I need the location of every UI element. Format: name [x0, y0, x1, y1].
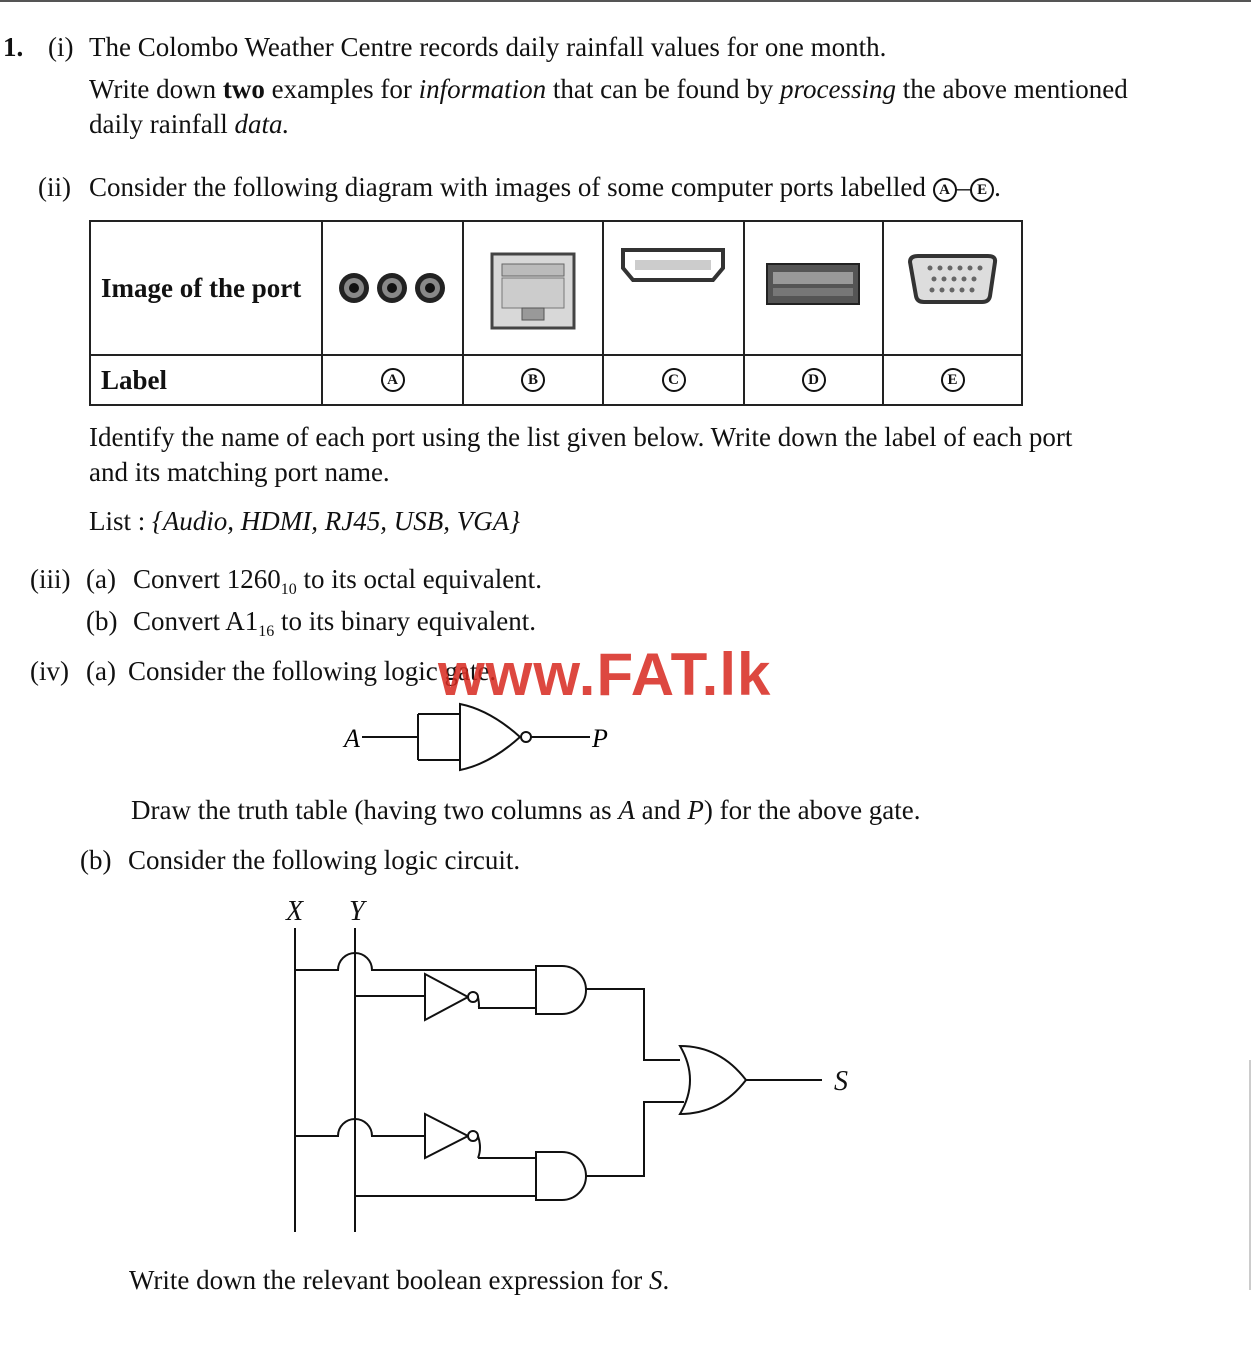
part-iii-a-label: (a): [86, 564, 116, 594]
port-image-e: [883, 221, 1022, 355]
circuit-input-y: Y: [349, 896, 365, 927]
watermark-logo: www.FAT.lk: [438, 641, 772, 708]
vga-port-icon: [884, 222, 1021, 354]
part-iii-b-label: (b): [86, 606, 118, 636]
part-i-label: (i): [48, 32, 74, 62]
ports-table: [89, 220, 1023, 406]
port-image-c: [603, 221, 744, 355]
top-rule: [0, 0, 1251, 2]
label-d: D: [744, 355, 883, 405]
label-b: B: [463, 355, 603, 405]
audio-port-icon: [323, 222, 462, 354]
part-i-line2: Write down two examples for information that can be found by processing the above mentioned: [89, 74, 1128, 104]
gate-input-label: A: [344, 724, 360, 753]
label-c: C: [603, 355, 744, 405]
part-iv-b-label: (b): [80, 845, 112, 875]
label-e: E: [883, 355, 1022, 405]
identify-line2: and its matching port name.: [89, 457, 390, 487]
part-iii-a-text: Convert $1260_{10}$ to its octal equivalent.: [133, 564, 542, 598]
identify-line1: Identify the name of each port using the list given below. Write down the label of each port: [89, 422, 1073, 452]
port-list: List : {Audio, HDMI, RJ45, USB, VGA}: [89, 506, 521, 536]
final-instruction: Write down the relevant boolean expression for S.: [129, 1265, 670, 1295]
gate-output-label: P: [592, 724, 608, 753]
part-iii-b-text: Convert $A1_{16}$ to its binary equivalent.: [133, 606, 536, 640]
draw-truth-table-text: Draw the truth table (having two columns as A and P) for the above gate.: [131, 795, 921, 825]
part-ii-label: (ii): [38, 172, 71, 202]
question-number: 1.: [3, 32, 24, 62]
circuit-input-x: X: [286, 896, 304, 927]
part-i-line1: The Colombo Weather Centre records daily rainfall values for one month.: [89, 32, 887, 62]
part-iii-label: (iii): [30, 564, 71, 594]
part-ii-intro: Consider the following diagram with images of some computer ports labelled A – E .: [89, 172, 1001, 202]
part-i-line3: daily rainfall data.: [89, 109, 290, 139]
hdmi-port-icon: [604, 222, 743, 354]
rj45-port-icon: [464, 222, 602, 354]
row-header-label: Label: [90, 355, 322, 405]
usb-port-icon: [745, 222, 882, 354]
logic-circuit-diagram: [270, 890, 870, 1240]
part-iv-a-text: Consider the following logic gate.: [128, 656, 497, 686]
port-image-d: [744, 221, 883, 355]
part-iv-b-text: Consider the following logic circuit.: [128, 845, 521, 875]
port-image-a: [322, 221, 463, 355]
not-gate-diagram: [340, 700, 630, 775]
part-iv-label: (iv): [30, 656, 69, 686]
circuit-output-s: S: [834, 1066, 848, 1097]
row-header-image: Image of the port: [90, 221, 322, 355]
label-a: A: [322, 355, 463, 405]
part-iv-a-label: (a): [86, 656, 116, 686]
port-image-b: [463, 221, 603, 355]
